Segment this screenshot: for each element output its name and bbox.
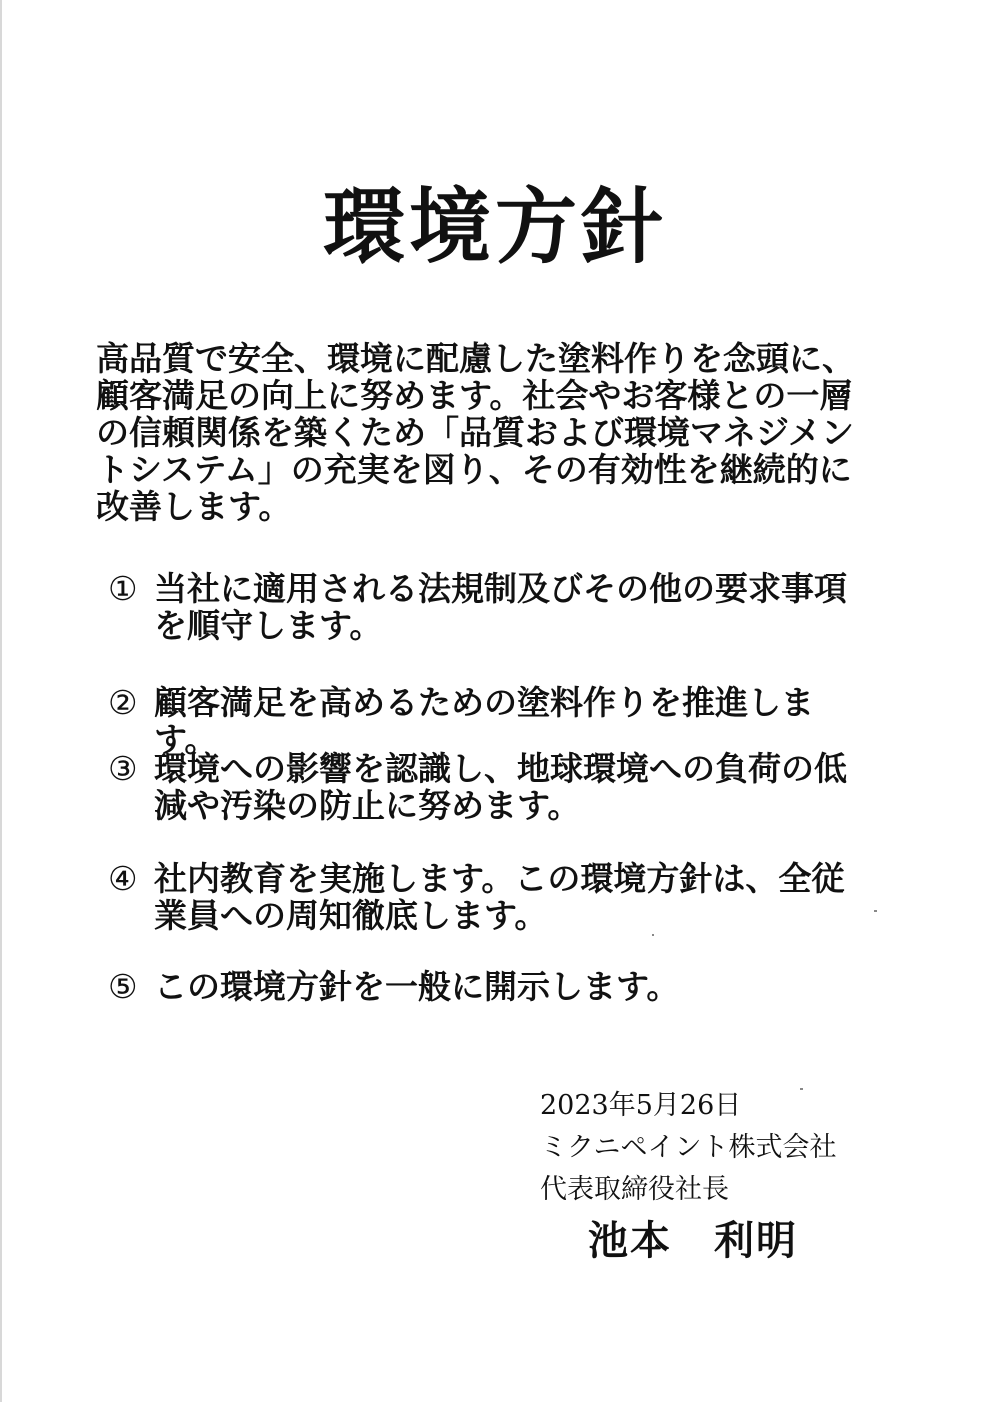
- policy-item-4: [108, 860, 868, 934]
- scan-speck: [874, 910, 877, 912]
- signature-company: ミクニペイント株式会社: [540, 1132, 837, 1163]
- signature-position: 代表取締役社長: [540, 1174, 729, 1205]
- item-text: 顧客満足を高めるための塗料作りを推進します。: [154, 683, 814, 759]
- item-number: ①: [108, 569, 138, 608]
- item-text: 当社に適用される法規制及びその他の要求事項を順守します。: [154, 569, 847, 645]
- item-number: ⑤: [108, 967, 138, 1006]
- scan-speck: [800, 1088, 803, 1090]
- policy-item-1: [108, 570, 868, 644]
- policy-item-5: [108, 968, 868, 1005]
- intro-paragraph: 高品質で安全、環境に配慮した塗料作りを念頭に、顧客満足の向上に努めます。社会やお客様との一層の信頼関係を築くため「品質および環境マネジメントシステム」の充実を図り、その有効性を継続的に改善します。: [96, 339, 855, 526]
- item-text: この環境方針を一般に開示します。: [154, 967, 680, 1006]
- item-number: ④: [108, 859, 138, 898]
- signature-block: [540, 1085, 870, 1267]
- scan-speck: [652, 934, 654, 936]
- item-number: ③: [108, 749, 138, 788]
- policy-item-3: [108, 750, 868, 824]
- item-number: ②: [108, 683, 138, 722]
- signature-date: 2023年5月26日: [540, 1090, 742, 1121]
- document-title: 環境方針: [322, 180, 667, 275]
- item-text: 環境への影響を認識し、地球環境への負荷の低減や汚染の防止に努めます。: [154, 749, 847, 825]
- policy-item-2: [108, 684, 868, 758]
- item-text: 社内教育を実施します。この環境方針は、全従業員への周知徹底します。: [154, 859, 845, 935]
- signature-name: 池本 利明: [588, 1218, 798, 1264]
